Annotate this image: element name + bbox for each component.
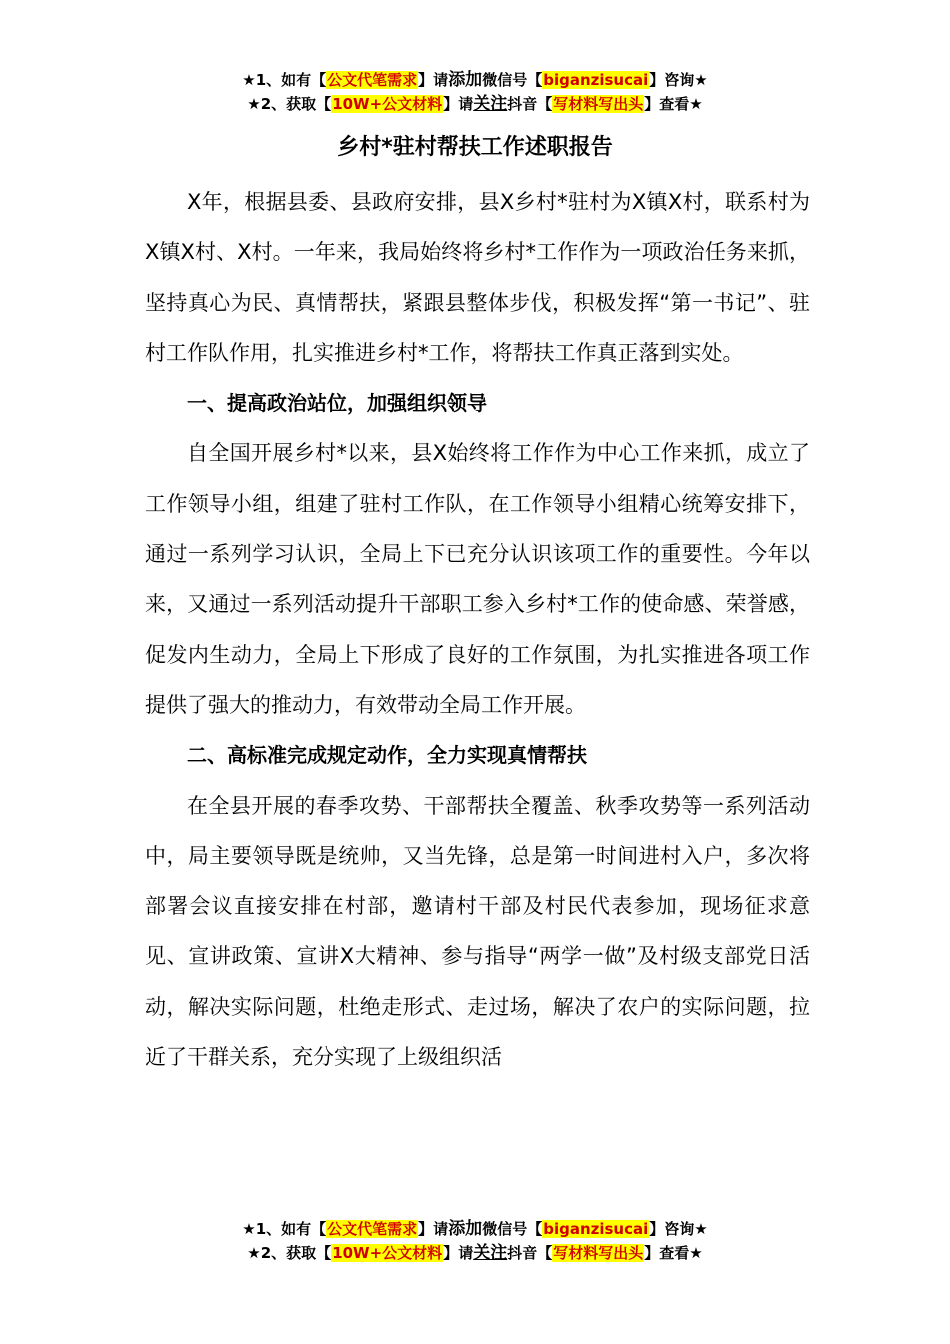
banner-text: 】咨询★ [649,71,708,89]
paragraph: 在全县开展的春季攻势、干部帮扶全覆盖、秋季攻势等一系列活动中，局主要领导既是统帅，又当先锋，总是第一时间进村入户，多次将部署会议直接安排在村部，邀请村干部及村民代表参加，现场征求意见、宣讲政策、宣讲X大精神、参与指导“两学一做”及村级支部党日活动，解决实际问题，杜绝走形式、走过场，解决了农户的实际问题，拉近了干群关系，充分实现了上级组织活 [145,793,810,1070]
banner-emphasis: 添加 [448,70,483,90]
banner-highlight: biganzisucai [543,1220,649,1238]
banner-text: 】查看★ [644,95,703,113]
section-heading: 一、提高政治站位，加强组织领导 [187,391,487,416]
banner-highlight: 公文代笔需求 [327,1220,418,1238]
banner-text: ★1、如有【 [242,1220,327,1238]
banner-text: 抖音【 [507,95,553,113]
banner-text: 微信号【 [482,71,543,89]
footer-banner [0,1217,950,1265]
paragraph: X年，根据县委、县政府安排，县X乡村*驻村为X镇X村，联系村为X镇X村、X村。一年来，我局始终将乡村*工作作为一项政治任务来抓，坚持真心为民、真情帮扶，紧跟县整体步伐，积极发挥“第一书记”、驻村工作队作用，扎实推进乡村*工作，将帮扶工作真正落到实处。 [145,190,810,365]
banner-line-1 [0,1217,950,1241]
banner-highlight: 写材料写出头 [553,95,644,113]
banner-emphasis: 关注 [473,94,508,114]
banner-highlight: biganzisucai [543,71,649,89]
header-banner [0,68,950,116]
banner-text: 】请 [443,95,474,113]
banner-text: 抖音【 [507,1244,553,1262]
banner-text: ★2、获取【 [247,95,332,113]
banner-emphasis: 添加 [448,1219,483,1239]
banner-line-2 [0,92,950,116]
banner-text: 】请 [418,71,449,89]
paragraph: 自全国开展乡村*以来，县X始终将工作作为中心工作来抓，成立了工作领导小组，组建了驻村工作队，在工作领导小组精心统筹安排下，通过一系列学习认识，全局上下已充分认识该项工作的重要性。今年以来，又通过一系列活动提升干部职工参入乡村*工作的使命感、荣誉感，促发内生动力，全局上下形成了良好的工作氛围，为扎实推进各项工作提供了强大的推动力，有效带动全局工作开展。 [145,441,810,717]
banner-text: ★1、如有【 [242,71,327,89]
banner-text: 】请 [443,1244,474,1262]
document-body [145,177,810,1082]
document-title: 乡村*驻村帮扶工作述职报告 [337,135,613,160]
banner-text: ★2、获取【 [247,1244,332,1262]
banner-highlight: 写材料写出头 [553,1244,644,1262]
banner-line-1 [0,68,950,92]
banner-text: 】咨询★ [649,1220,708,1238]
banner-highlight: 10W+公文材料 [332,1244,443,1262]
banner-text: 微信号【 [482,1220,543,1238]
section-heading: 二、高标准完成规定动作，全力实现真情帮扶 [187,743,587,768]
banner-text: 】查看★ [644,1244,703,1262]
banner-text: 】请 [418,1220,449,1238]
banner-highlight: 10W+公文材料 [332,95,443,113]
banner-line-2 [0,1241,950,1265]
banner-highlight: 公文代笔需求 [327,71,418,89]
banner-emphasis: 关注 [473,1243,508,1263]
